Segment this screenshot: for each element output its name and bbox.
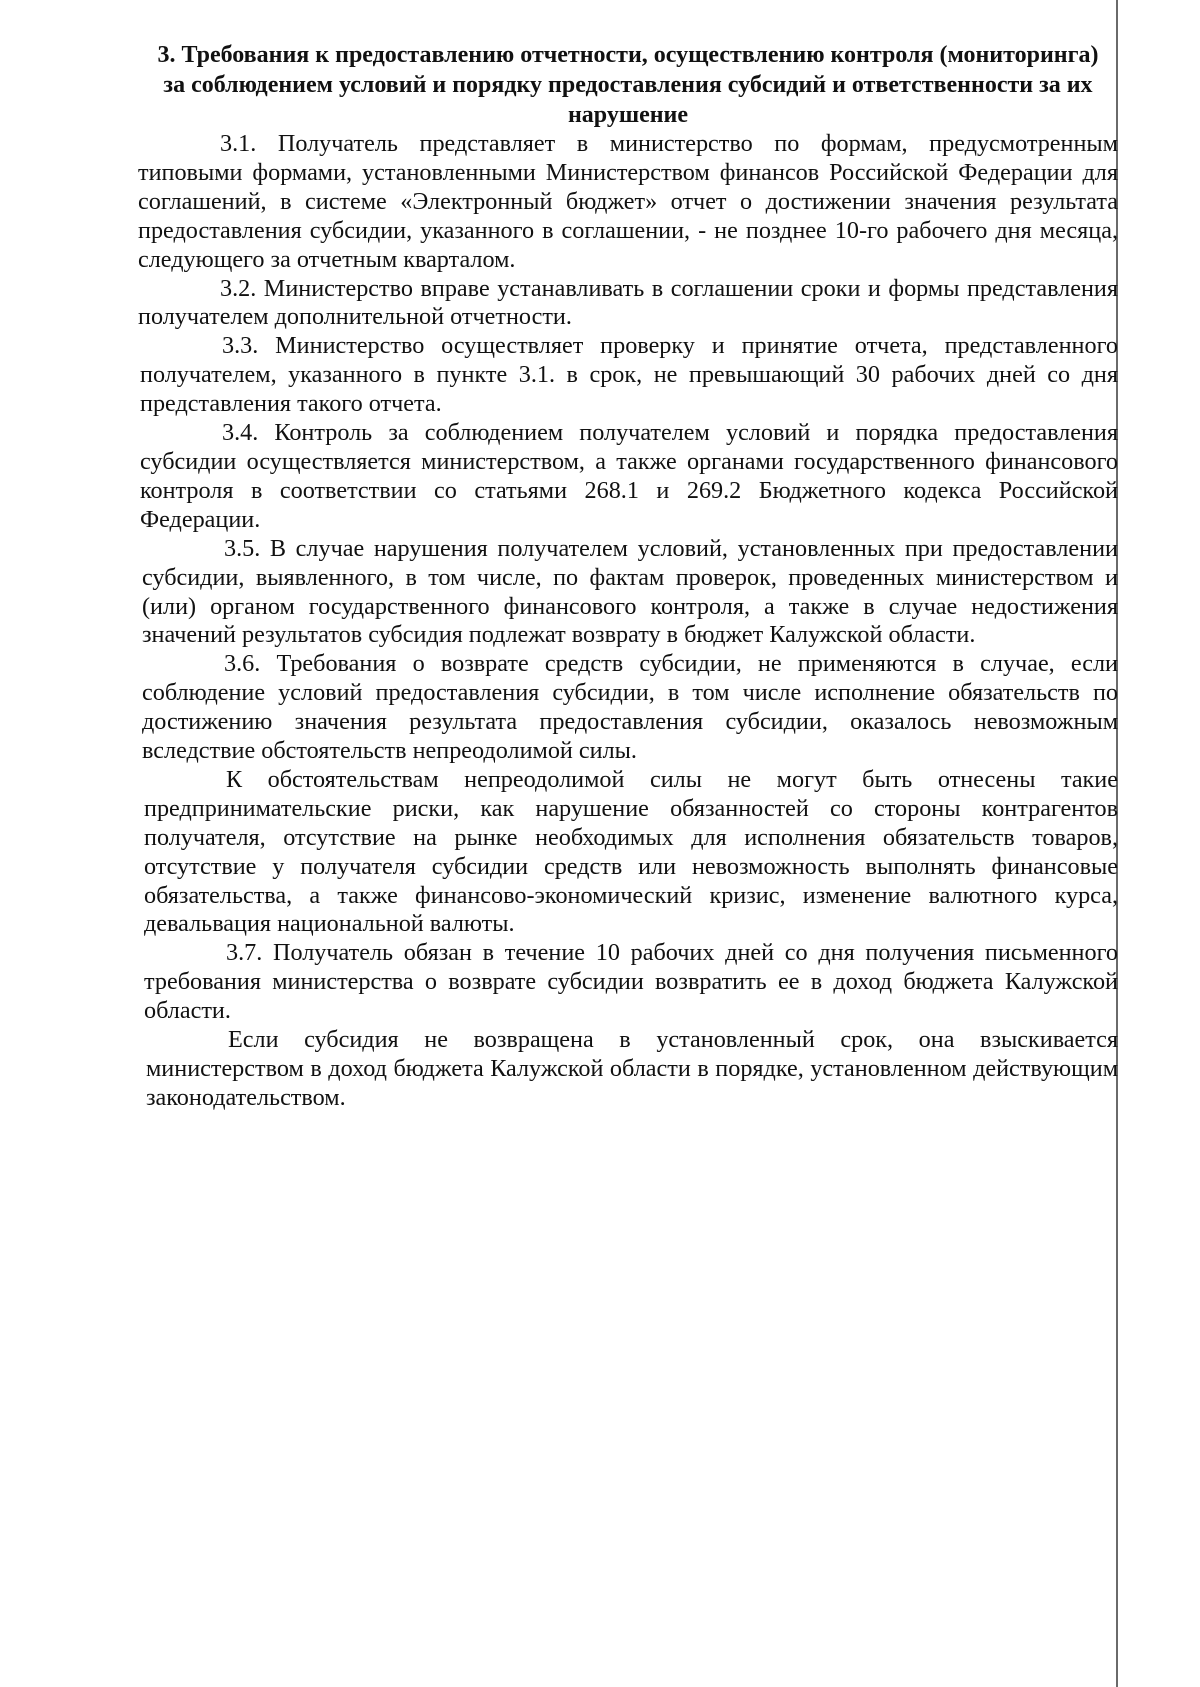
paragraph-3-3: 3.3. Министерство осуществляет проверку и принятие отчета, представленного получателем, указанного в пункте 3.1. в срок, не превышающий 30 рабочих дней со дня представления такого отчета.: [140, 332, 1118, 418]
paragraph-3-7: 3.7. Получатель обязан в течение 10 рабочих дней со дня получения письменного требования министерства о возврате субсидии возвратить ее в доход бюджета Калужской области.: [144, 939, 1118, 1025]
paragraph-3-2: 3.2. Министерство вправе устанавливать в соглашении сроки и формы представления получателем дополнительной отчетности.: [138, 274, 1118, 331]
paragraph-force-majeure: К обстоятельствам непреодолимой силы не могут быть отнесены такие предпринимательские риски, как нарушение обязанностей со стороны контрагентов получателя, отсутствие на рынке необходимых для исполнения обязательств товаров, отсутствие у получателя субсидии средств или невозможность выполнять финансовые обязательства, а также финансово-экономический кризис, изменение валютного курса, девальвация национальной валюты.: [144, 765, 1118, 938]
document-content: [138, 40, 1118, 1113]
section-heading: 3. Требования к предоставлению отчетности, осуществлению контроля (мониторинга) за соблюдением условий и порядку предоставления субсидий и ответственности за их нарушение: [157, 42, 1099, 128]
paragraph-3-1: 3.1. Получатель представляет в министерство по формам, предусмотренным типовыми формами, установленными Министерством финансов Российской Федерации для соглашений, в системе «Электронный бюджет» отчет о достижении значения результата предоставления субсидии, указанного в соглашении, - не позднее 10-го рабочего дня месяца, следующего за отчетным кварталом.: [138, 130, 1118, 273]
paragraph-3-6: 3.6. Требования о возврате средств субсидии, не применяются в случае, если соблюдение условий предоставления субсидии, в том числе исполнение обязательств по достижению значения результата предоставления субсидии, оказалось невозможным вследствие обстоятельств непреодолимой силы.: [142, 650, 1118, 765]
paragraph-3-5: 3.5. В случае нарушения получателем условий, установленных при предоставлении субсидии, выявленного, в том числе, по фактам проверок, проведенных министерством и (или) органом государственного финансового контроля, а также в случае недостижения значений результатов субсидия подлежат возврату в бюджет Калужской области.: [142, 534, 1118, 649]
paragraph-recovery: Если субсидия не возвращена в установленный срок, она взыскивается министерством в доход бюджета Калужской области в порядке, установленном действующим законодательством.: [146, 1026, 1118, 1111]
paragraph-3-4: 3.4. Контроль за соблюдением получателем условий и порядка предоставления субсидии осуществляется министерством, а также органами государственного финансового контроля в соответствии со статьями 268.1 и 269.2 Бюджетного кодекса Российской Федерации.: [140, 419, 1118, 533]
